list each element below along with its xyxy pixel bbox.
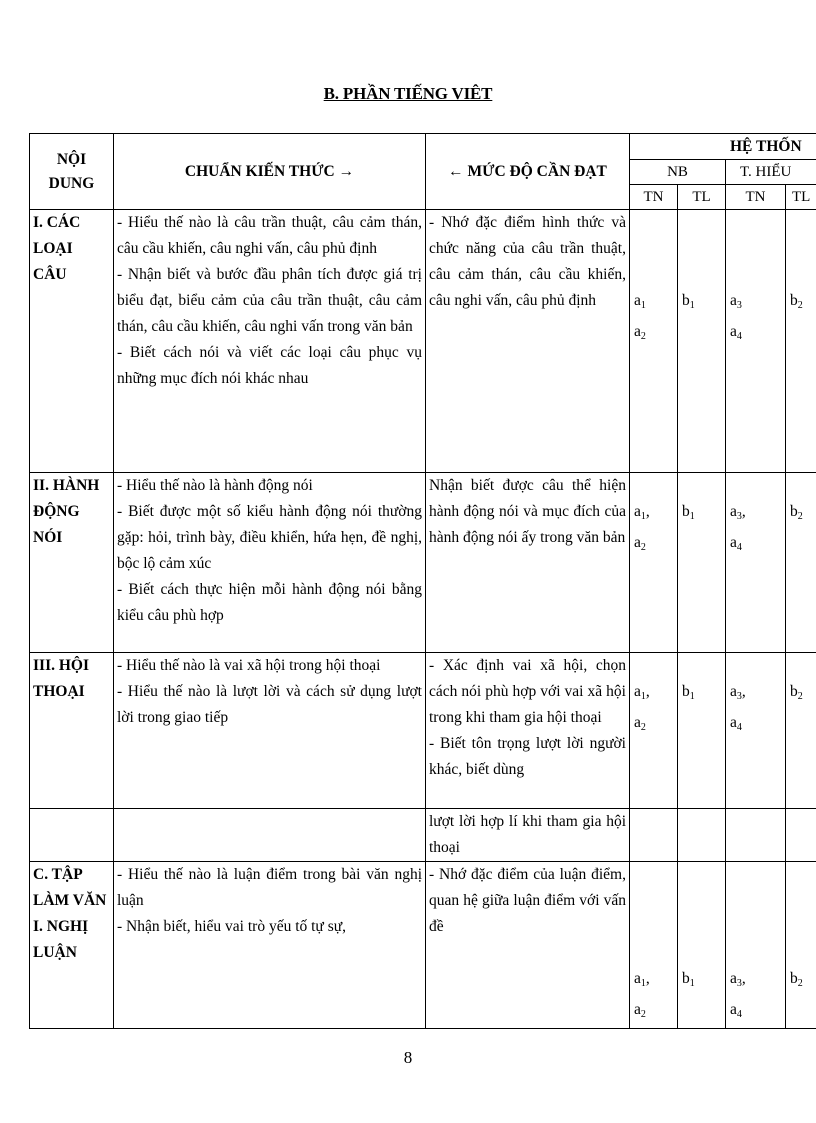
cell-nb-tn: $a_1$, $a_2$ xyxy=(630,653,678,809)
header-he-thong: HỆ THỐN xyxy=(630,134,816,160)
cell-knowledge-standard xyxy=(114,809,426,862)
cell-nb-tl: $b_1$ xyxy=(678,210,726,473)
cell-th-tn xyxy=(726,809,786,862)
cell-content-topic: III. HỘI THOẠI xyxy=(30,653,114,809)
header-t-hieu: T. HIỂU xyxy=(726,160,816,185)
header-tn-th: TN xyxy=(726,185,786,210)
cell-th-tl: $b_2$ xyxy=(786,210,816,473)
cell-nb-tn: $a_1$, $a_2$ xyxy=(630,862,678,1029)
cell-th-tn: $a_3$ $a_4$ xyxy=(726,210,786,473)
cell-nb-tl: $b_1$ xyxy=(678,653,726,809)
table-row xyxy=(30,653,816,809)
cell-knowledge-standard: - Hiểu thế nào là luận điểm trong bài văn nghị luận - Nhận biết, hiểu vai trò yếu tố tự sự, xyxy=(114,862,426,1029)
header-tl-nb: TL xyxy=(678,185,726,210)
cell-required-level: lượt lời hợp lí khi tham gia hội thoại xyxy=(426,809,630,862)
cell-nb-tl xyxy=(678,809,726,862)
cell-content-topic xyxy=(30,809,114,862)
cell-content-topic: II. HÀNH ĐỘNG NÓI xyxy=(30,473,114,653)
header-chuan-kien-thuc: CHUẨN KIẾN THỨC → xyxy=(114,134,426,210)
header-nb: NB xyxy=(630,160,726,185)
header-muc-do-can-dat: ← MỨC ĐỘ CẦN ĐẠT xyxy=(426,134,630,210)
table-row xyxy=(30,862,816,1029)
cell-th-tn: $a_3$, $a_4$ xyxy=(726,473,786,653)
knowledge-standards-table xyxy=(29,133,816,1029)
cell-th-tl xyxy=(786,809,816,862)
cell-knowledge-standard: - Hiểu thế nào là hành động nói - Biết được một số kiểu hành động nói thường gặp: hỏi, trình bày, điều khiển, hứa hẹn, đề nghị, bộc lộ cảm xúc - Biết cách thực hiện mỗi hành động nói bằng kiểu câu phù hợp xyxy=(114,473,426,653)
cell-nb-tn: $a_1$ $a_2$ xyxy=(630,210,678,473)
cell-required-level: Nhận biết được câu thể hiện hành động nói và mục đích của hành động nói ấy trong văn bản xyxy=(426,473,630,653)
cell-required-level: - Nhớ đặc điểm hình thức và chức năng của câu trần thuật, câu cảm thán, câu cầu khiến, câu nghi vấn, câu phủ định xyxy=(426,210,630,473)
page-number: 8 xyxy=(403,1048,413,1067)
cell-knowledge-standard: - Hiểu thế nào là vai xã hội trong hội thoại - Hiểu thế nào là lượt lời và cách sử dụng lượt lời trong giao tiếp xyxy=(114,653,426,809)
cell-th-tn: $a_3$, $a_4$ xyxy=(726,653,786,809)
cell-nb-tl: $b_1$ xyxy=(678,862,726,1029)
header-noi-dung: NỘI DUNG xyxy=(30,134,114,210)
table-row xyxy=(30,210,816,473)
table-row xyxy=(30,473,816,653)
cell-content-topic: I. CÁC LOẠI CÂU xyxy=(30,210,114,473)
cell-required-level: - Nhớ đặc điểm của luận điểm, quan hệ giữa luận điểm với vấn đề xyxy=(426,862,630,1029)
cell-required-level: - Xác định vai xã hội, chọn cách nói phù hợp với vai xã hội trong khi tham gia hội thoại - Biết tôn trọng lượt lời người khác, biết dùng xyxy=(426,653,630,809)
section-title: B. PHẦN TIẾNG VIÊT xyxy=(323,84,493,103)
cell-th-tl: $b_2$ xyxy=(786,653,816,809)
table-row xyxy=(30,809,816,862)
cell-knowledge-standard: - Hiểu thế nào là câu trần thuật, câu cảm thán, câu cầu khiến, câu nghi vấn, câu phủ định - Nhận biết và bước đầu phân tích được giá trị biểu đạt, biểu cảm của câu trần thuật, câu cảm thán, câu cầu khiến, câu nghi vấn trong văn bản - Biết cách nói và viết các loại câu phục vụ những mục đích nói khác nhau xyxy=(114,210,426,473)
cell-th-tn: $a_3$, $a_4$ xyxy=(726,862,786,1029)
cell-th-tl: $b_2$ xyxy=(786,862,816,1029)
cell-nb-tn xyxy=(630,809,678,862)
cell-th-tl: $b_2$ xyxy=(786,473,816,653)
header-tn-nb: TN xyxy=(630,185,678,210)
cell-content-topic: C. TẬP LÀM VĂN I. NGHỊ LUẬN xyxy=(30,862,114,1029)
header-tl-th: TL xyxy=(786,185,816,210)
cell-nb-tl: $b_1$ xyxy=(678,473,726,653)
cell-nb-tn: $a_1$, $a_2$ xyxy=(630,473,678,653)
